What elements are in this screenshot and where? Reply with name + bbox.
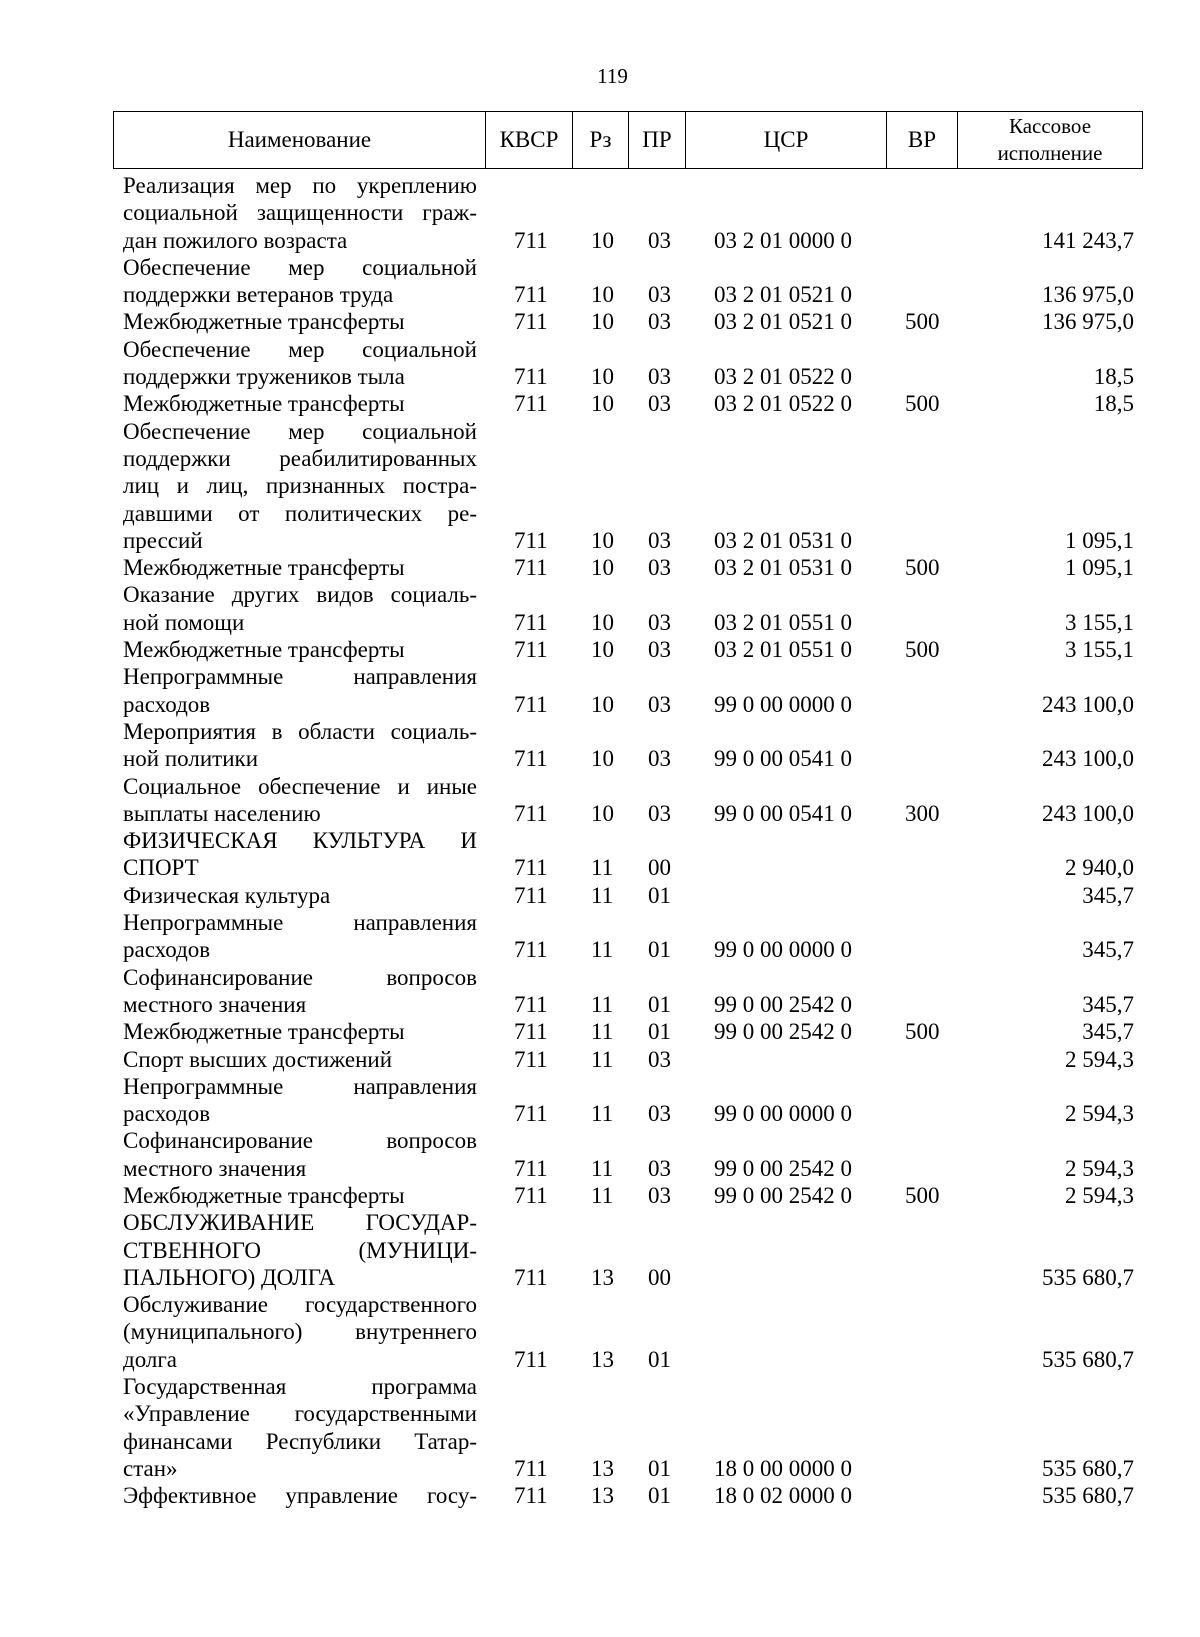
row-name-line: расходов — [123, 691, 211, 717]
header-rz: Рз — [573, 112, 629, 168]
row-name-line: Оказание других видов социаль- — [123, 582, 477, 608]
row-name-line: поддержки ветеранов труда — [123, 282, 394, 308]
row-name-line: Обеспечение мер социальной — [123, 254, 477, 280]
row-vr: 300 — [905, 800, 940, 826]
table-row — [0, 1018, 1200, 1045]
row-vr: 500 — [905, 1182, 940, 1208]
row-vr: 500 — [905, 555, 940, 581]
row-amount: 18,5 — [1093, 364, 1134, 390]
row-csr: 03 2 01 0522 0 — [714, 391, 852, 417]
row-kvsr: 711 — [514, 364, 548, 390]
row-pr: 01 — [648, 937, 671, 963]
row-csr: 03 2 01 0531 0 — [714, 527, 852, 553]
row-rz: 11 — [591, 882, 614, 908]
table-row — [0, 390, 1200, 417]
row-pr: 03 — [648, 746, 671, 772]
row-rz: 10 — [591, 746, 614, 772]
row-name-line: стан» — [123, 1455, 178, 1481]
header-kvsr: КВСР — [486, 112, 573, 168]
row-csr: 03 2 01 0000 0 — [714, 227, 852, 253]
row-name-line: местного значения — [123, 1155, 307, 1181]
row-pr: 01 — [648, 991, 671, 1017]
row-pr: 03 — [648, 1101, 671, 1127]
row-name-line: (муниципального) внутреннего — [123, 1319, 477, 1345]
header-name: Наименование — [114, 112, 486, 168]
row-pr: 01 — [648, 1346, 671, 1372]
row-kvsr: 711 — [514, 855, 548, 881]
row-amount: 535 680,7 — [1042, 1346, 1134, 1372]
table-row — [0, 909, 1200, 964]
row-pr: 03 — [648, 1155, 671, 1181]
row-name-line: ной помощи — [123, 609, 245, 635]
row-csr: 99 0 00 0000 0 — [714, 937, 852, 963]
row-amount: 1 095,1 — [1065, 527, 1134, 553]
row-pr: 03 — [648, 527, 671, 553]
row-rz: 10 — [591, 364, 614, 390]
row-rz: 10 — [591, 282, 614, 308]
table-row — [0, 1209, 1200, 1291]
row-kvsr: 711 — [514, 282, 548, 308]
row-name-line: «Управление государственными — [123, 1401, 477, 1427]
row-rz: 11 — [591, 1101, 614, 1127]
row-name-line: дан пожилого возраста — [123, 227, 348, 253]
row-name-line: Обеспечение мер социальной — [123, 418, 477, 444]
row-kvsr: 711 — [514, 609, 548, 635]
row-csr: 03 2 01 0521 0 — [714, 309, 852, 335]
row-kvsr: 711 — [514, 527, 548, 553]
row-name-line: поддержки тружеников тыла — [123, 364, 405, 390]
row-amount: 535 680,7 — [1042, 1483, 1134, 1509]
table-row — [0, 1127, 1200, 1182]
row-name-line: поддержки реабилитированных — [123, 445, 477, 471]
row-name-line: Социальное обеспечение и иные — [123, 773, 477, 799]
row-name-line: выплаты населению — [123, 800, 321, 826]
row-csr: 99 0 00 2542 0 — [714, 991, 852, 1017]
row-name-line: Государственная программа — [123, 1374, 477, 1400]
row-amount: 2 594,3 — [1065, 1155, 1134, 1181]
row-csr: 99 0 00 2542 0 — [714, 1019, 852, 1045]
row-name-line: Эффективное управление госу- — [123, 1483, 477, 1509]
row-csr: 03 2 01 0521 0 — [714, 282, 852, 308]
header-amount — [958, 112, 1142, 168]
row-amount: 2 594,3 — [1065, 1046, 1134, 1072]
row-csr: 18 0 00 0000 0 — [714, 1455, 852, 1481]
row-vr: 500 — [905, 309, 940, 335]
row-pr: 03 — [648, 555, 671, 581]
row-amount: 18,5 — [1093, 391, 1134, 417]
row-name-line: Софинансирование вопросов — [123, 1128, 477, 1154]
row-pr: 03 — [648, 691, 671, 717]
row-rz: 10 — [591, 391, 614, 417]
row-pr: 01 — [648, 1019, 671, 1045]
row-kvsr: 711 — [514, 1046, 548, 1072]
row-name-line: Обеспечение мер социальной — [123, 336, 477, 362]
row-vr: 500 — [905, 391, 940, 417]
table-row — [0, 636, 1200, 663]
row-pr: 03 — [648, 282, 671, 308]
row-rz: 10 — [591, 227, 614, 253]
row-kvsr: 711 — [514, 1101, 548, 1127]
row-csr: 18 0 02 0000 0 — [714, 1483, 852, 1509]
row-pr: 03 — [648, 609, 671, 635]
table-row — [0, 882, 1200, 909]
row-amount: 345,7 — [1082, 937, 1134, 963]
row-name-line: Мероприятия в области социаль- — [123, 718, 477, 744]
page-number: 119 — [597, 64, 628, 88]
row-name-line: ОБСЛУЖИВАНИЕ ГОСУДАР- — [123, 1210, 477, 1236]
row-rz: 13 — [591, 1264, 614, 1290]
row-pr: 03 — [648, 637, 671, 663]
row-kvsr: 711 — [514, 391, 548, 417]
row-name-line: расходов — [123, 937, 211, 963]
row-name-line: ФИЗИЧЕСКАЯ КУЛЬТУРА И — [123, 828, 477, 854]
row-kvsr: 711 — [514, 746, 548, 772]
table-row — [0, 554, 1200, 581]
row-vr: 500 — [905, 637, 940, 663]
row-rz: 13 — [591, 1455, 614, 1481]
table-body — [0, 172, 1200, 1510]
row-amount: 3 155,1 — [1065, 609, 1134, 635]
row-amount: 243 100,0 — [1042, 800, 1134, 826]
row-amount: 1 095,1 — [1065, 555, 1134, 581]
table-row — [0, 336, 1200, 391]
row-rz: 10 — [591, 609, 614, 635]
row-kvsr: 711 — [514, 1182, 548, 1208]
row-name-line: Межбюджетные трансферты — [123, 309, 405, 335]
row-kvsr: 711 — [514, 637, 548, 663]
row-amount: 136 975,0 — [1042, 282, 1134, 308]
row-name-line: долга — [123, 1346, 178, 1372]
row-csr: 03 2 01 0551 0 — [714, 637, 852, 663]
row-amount: 243 100,0 — [1042, 691, 1134, 717]
row-amount: 141 243,7 — [1042, 227, 1134, 253]
table-row — [0, 1182, 1200, 1209]
row-name-line: давшими от политических ре- — [123, 500, 477, 526]
row-rz: 10 — [591, 309, 614, 335]
row-name-line: Непрограммные направления — [123, 910, 477, 936]
table-row — [0, 964, 1200, 1019]
header-amount-line2: исполнение — [997, 141, 1103, 165]
row-pr: 03 — [648, 1046, 671, 1072]
row-rz: 11 — [591, 1155, 614, 1181]
row-kvsr: 711 — [514, 991, 548, 1017]
row-pr: 01 — [648, 1455, 671, 1481]
row-rz: 10 — [591, 527, 614, 553]
row-name-line: Межбюджетные трансферты — [123, 1019, 405, 1045]
row-amount: 345,7 — [1082, 1019, 1134, 1045]
header-pr: ПР — [629, 112, 686, 168]
row-rz: 10 — [591, 800, 614, 826]
row-name-line: Межбюджетные трансферты — [123, 555, 405, 581]
row-rz: 13 — [591, 1483, 614, 1509]
table-row — [0, 172, 1200, 254]
table-row — [0, 308, 1200, 335]
row-name-line: социальной защищенности граж- — [123, 200, 477, 226]
row-csr: 03 2 01 0522 0 — [714, 364, 852, 390]
row-kvsr: 711 — [514, 1264, 548, 1290]
table-row — [0, 663, 1200, 718]
row-amount: 136 975,0 — [1042, 309, 1134, 335]
row-rz: 11 — [591, 1046, 614, 1072]
row-pr: 03 — [648, 309, 671, 335]
row-pr: 03 — [648, 1182, 671, 1208]
row-pr: 00 — [648, 855, 671, 881]
row-name-line: Реализация мер по укреплению — [123, 173, 477, 198]
row-name-line: Непрограммные направления — [123, 664, 477, 690]
row-csr: 99 0 00 0000 0 — [714, 1101, 852, 1127]
table-row — [0, 1482, 1200, 1509]
row-amount: 3 155,1 — [1065, 637, 1134, 663]
row-pr: 03 — [648, 800, 671, 826]
row-rz: 10 — [591, 691, 614, 717]
row-name-line: Софинансирование вопросов — [123, 964, 477, 990]
table-row — [0, 827, 1200, 882]
row-rz: 10 — [591, 555, 614, 581]
row-name-line: СПОРТ — [123, 855, 199, 881]
row-pr: 01 — [648, 1483, 671, 1509]
row-amount: 535 680,7 — [1042, 1264, 1134, 1290]
header-csr: ЦСР — [686, 112, 887, 168]
row-amount: 2 594,3 — [1065, 1101, 1134, 1127]
row-name-line: финансами Республики Татар- — [123, 1428, 477, 1454]
header-amount-line1: Кассовое — [1008, 114, 1092, 138]
row-kvsr: 711 — [514, 1346, 548, 1372]
row-pr: 03 — [648, 364, 671, 390]
table-row — [0, 1291, 1200, 1373]
row-pr: 03 — [648, 227, 671, 253]
row-name-line: расходов — [123, 1101, 211, 1127]
row-csr: 99 0 00 0541 0 — [714, 800, 852, 826]
row-amount: 243 100,0 — [1042, 746, 1134, 772]
row-name-line: местного значения — [123, 991, 307, 1017]
row-rz: 13 — [591, 1346, 614, 1372]
row-amount: 345,7 — [1082, 991, 1134, 1017]
table-row — [0, 1046, 1200, 1073]
row-kvsr: 711 — [514, 882, 548, 908]
row-kvsr: 711 — [514, 1483, 548, 1509]
row-name-line: Непрограммные направления — [123, 1073, 477, 1099]
row-name-line: ПАЛЬНОГО) ДОЛГА — [123, 1264, 336, 1290]
row-rz: 11 — [591, 855, 614, 881]
row-name-line: прессий — [123, 527, 203, 553]
row-rz: 11 — [591, 1019, 614, 1045]
row-rz: 11 — [591, 1182, 614, 1208]
table-row — [0, 1373, 1200, 1482]
table-row — [0, 418, 1200, 554]
row-kvsr: 711 — [514, 691, 548, 717]
row-vr: 500 — [905, 1019, 940, 1045]
row-kvsr: 711 — [514, 555, 548, 581]
header-vr: ВР — [887, 112, 958, 168]
row-pr: 00 — [648, 1264, 671, 1290]
row-name-line: лиц и лиц, признанных постра- — [123, 473, 477, 499]
row-csr: 99 0 00 0541 0 — [714, 746, 852, 772]
row-pr: 01 — [648, 882, 671, 908]
table-row — [0, 773, 1200, 828]
row-rz: 11 — [591, 937, 614, 963]
row-pr: 03 — [648, 391, 671, 417]
row-amount: 2 594,3 — [1065, 1182, 1134, 1208]
row-csr: 99 0 00 2542 0 — [714, 1155, 852, 1181]
row-amount: 345,7 — [1082, 882, 1134, 908]
row-kvsr: 711 — [514, 937, 548, 963]
row-kvsr: 711 — [514, 309, 548, 335]
row-amount: 535 680,7 — [1042, 1455, 1134, 1481]
row-name-line: СТВЕННОГО (МУНИЦИ- — [123, 1237, 477, 1263]
row-csr: 03 2 01 0531 0 — [714, 555, 852, 581]
row-name-line: Спорт высших достижений — [123, 1046, 393, 1072]
row-kvsr: 711 — [514, 1019, 548, 1045]
row-name-line: Физическая культура — [123, 882, 331, 908]
row-name-line: Межбюджетные трансферты — [123, 391, 405, 417]
table-row — [0, 718, 1200, 773]
table-row — [0, 254, 1200, 309]
row-kvsr: 711 — [514, 1155, 548, 1181]
table-row — [0, 1073, 1200, 1128]
row-name-line: ной политики — [123, 746, 259, 772]
row-kvsr: 711 — [514, 227, 548, 253]
row-amount: 2 940,0 — [1065, 855, 1134, 881]
row-csr: 03 2 01 0551 0 — [714, 609, 852, 635]
row-name-line: Межбюджетные трансферты — [123, 1182, 405, 1208]
table-row — [0, 581, 1200, 636]
row-kvsr: 711 — [514, 1455, 548, 1481]
row-kvsr: 711 — [514, 800, 548, 826]
row-rz: 10 — [591, 637, 614, 663]
row-csr: 99 0 00 2542 0 — [714, 1182, 852, 1208]
row-csr: 99 0 00 0000 0 — [714, 691, 852, 717]
row-name-line: Обслуживание государственного — [123, 1292, 477, 1318]
table-header — [113, 111, 1143, 169]
row-name-line: Межбюджетные трансферты — [123, 637, 405, 663]
row-rz: 11 — [591, 991, 614, 1017]
